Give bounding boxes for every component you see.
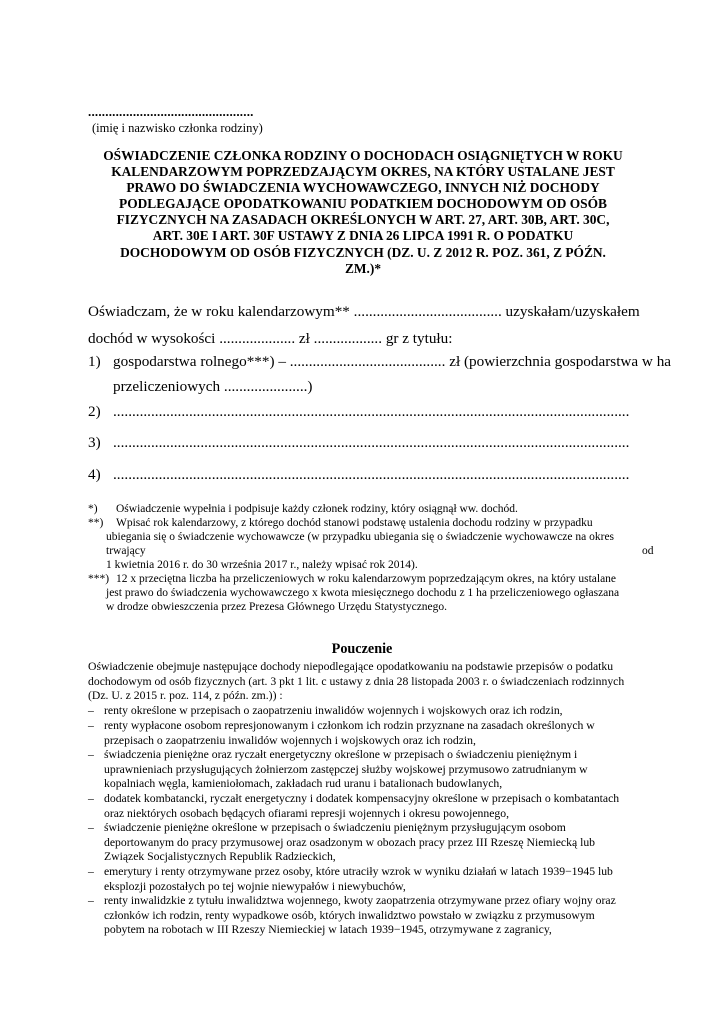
footnote-mark: *) <box>88 503 98 515</box>
title-line: DOCHODOWYM OD OSÓB FIZYCZNYCH (DZ. U. Z 2012 R. POZ. 361, Z PÓŹN. <box>120 244 606 260</box>
item-number: 2) <box>88 403 101 420</box>
text-line: członków ich rodzin, renty wypadkowe osób, których inwalidztwo powstało w związku z przymusowym <box>104 908 595 922</box>
text-line: renty inwalidzkie z tytułu inwalidztwa wojennego, kwoty zaopatrzenia otrzymywane przez ofiary wojny oraz <box>104 894 616 907</box>
pouczenie-intro <box>88 660 656 704</box>
list-item <box>104 792 656 821</box>
section-heading: Pouczenie <box>331 641 393 657</box>
title-line: KALENDARZOWYM POPRZEDZAJĄCYM OKRES, NA KTÓRY USTALANE JEST <box>111 164 615 180</box>
list-item <box>104 821 656 865</box>
text-line: uprawnieniach przysługujących żołnierzom zastępczej służby wojskowej przymusowo zatrudnianym w <box>104 762 588 776</box>
list-item <box>104 894 656 938</box>
text-line: eksplozji pozostałych po tej wojnie niewypałów i niewybuchów, <box>104 879 406 893</box>
item-dotted-line: ........................................................................................................................................ <box>113 403 630 420</box>
footnote-text: jest prawo do świadczenia wychowawczego x kwota miesięcznego dochodu z 1 ha przeliczeniowego ogłaszana <box>106 587 620 599</box>
declaration-line-1: Oświadczam, że w roku kalendarzowym** ....................................... uzyskałam/uzyskałem <box>88 303 640 320</box>
text-line: przepisach o zaopatrzeniu inwalidów wojennych i wojskowych oraz ich rodzin, <box>104 733 476 747</box>
list-item <box>104 865 656 894</box>
text-line: dodatek kombatancki, ryczałt energetyczny i dodatek kompensacyjny określone w przepisach o kombatantach <box>104 792 620 805</box>
text-line: Oświadczenie obejmuje następujące dochody niepodlegające opodatkowaniu na podstawie przepisów o podatku <box>88 660 614 673</box>
item-text: gospodarstwa rolnego***) – ......................................... zł (powierzchnia gospodarstwa w ha <box>113 353 672 370</box>
text-line: deportowanym do pracy przymusowej oraz osadzonym w obozach pracy przez III Rzeszę Niemiecką lub <box>104 835 596 849</box>
item-number: 1) <box>88 353 101 370</box>
list-dash: – <box>88 894 94 907</box>
footnote-text: 1 kwietnia 2016 r. do 30 września 2017 r., należy wpisać rok 2014). <box>106 559 418 571</box>
title-line: PODLEGAJĄCE OPODATKOWANIU PODATKIEM DOCHODOWYM OD OSÓB <box>119 196 607 212</box>
signature-caption: (imię i nazwisko członka rodziny) <box>92 121 263 135</box>
declaration-line-2: dochód w wysokości .................... zł .................. gr z tytułu: <box>88 330 453 347</box>
text-line: świadczenie pieniężne określone w przepisach o świadczeniu pieniężnym przysługującym osobom <box>104 821 566 834</box>
list-dash: – <box>88 748 94 761</box>
text-line: dochodowym od osób fizycznych (art. 3 pkt 1 lit. c ustawy z dnia 28 listopada 2003 r. o świadczeniach rodzinnych <box>88 674 625 688</box>
text-line: oraz niektórych osobach będących ofiarami represji wojennych i okresu powojennego, <box>104 806 510 820</box>
text-line: renty określone w przepisach o zaopatrzeniu inwalidów wojennych i wojskowych oraz ich rodzin, <box>104 704 563 717</box>
title-line: OŚWIADCZENIE CZŁONKA RODZINY O DOCHODACH OSIĄGNIĘTYCH W ROKU <box>103 148 623 163</box>
list-dash: – <box>88 792 94 805</box>
footnote-mark: ***) <box>88 573 110 585</box>
footnote-mark: **) <box>88 517 104 529</box>
list-item <box>104 719 656 748</box>
title-line: FIZYCZNYCH NA ZASADACH OKREŚLONYCH W ART. 27, ART. 30B, ART. 30C, <box>116 212 610 228</box>
title-line: ART. 30E I ART. 30F USTAWY Z DNIA 26 LIPCA 1991 R. O PODATKU <box>152 228 574 244</box>
footnote-text: Oświadczenie wypełnia i podpisuje każdy członek rodziny, który osiągnął ww. dochód. <box>116 503 518 515</box>
document-title <box>80 148 646 277</box>
footnote-text: 12 x przeciętna liczba ha przeliczeniowych w roku kalendarzowym poprzedzającym okres, na który ustalane <box>116 573 617 585</box>
footnote-text: ubiegania się o świadczenie wychowawcze (w przypadku ubiegania się o świadczenie wychowawcze na okres <box>106 531 615 543</box>
item-number: 4) <box>88 466 101 483</box>
title-line: ZM.)* <box>344 260 382 276</box>
item-number: 3) <box>88 434 101 451</box>
list-item <box>104 748 656 792</box>
list-item <box>104 704 656 719</box>
text-line: renty wypłacone osobom represjonowanym i członkom ich rodzin przyznane na zasadach określonych w <box>104 719 595 732</box>
text-line: świadczenia pieniężne oraz ryczałt energetyczny określone w przepisach o świadczeniu pieniężnym i <box>104 748 578 761</box>
footnote-text: w drodze obwieszczenia przez Prezesa Głównego Urzędu Statystycznego. <box>106 601 448 613</box>
footnote-text: Wpisać rok kalendarzowy, z którego dochód stanowi podstawę ustalenia dochodu rodziny w przypadku <box>116 517 593 529</box>
list-dash: – <box>88 719 94 732</box>
text-line: pobytem na robotach w III Rzeszy Niemieckiej w latach 1939−1945, otrzymywane z zagranicy, <box>104 923 552 937</box>
list-dash: – <box>88 821 94 834</box>
footnote-text: trwający <box>106 545 146 557</box>
text-line: Związek Socjalistycznych Republik Radzieckich, <box>104 850 336 864</box>
item-text-continued: przeliczeniowych ......................) <box>113 378 313 395</box>
item-dotted-line: ........................................................................................................................................ <box>113 466 630 483</box>
signature-line: ................................................ <box>88 104 254 119</box>
item-dotted-line: ........................................................................................................................................ <box>113 434 630 451</box>
footnote-text: od <box>642 545 654 557</box>
text-line: (Dz. U. z 2015 r. poz. 114, z późn. zm.)) : <box>88 689 283 703</box>
text-line: emerytury i renty otrzymywane przez osoby, które utraciły wzrok w wyniku działań w latach 1939−1945 lub <box>104 865 613 878</box>
text-line: kopalniach węgla, kamieniołomach, zakładach rud uranu i batalionach budowlanych, <box>104 777 503 791</box>
list-dash: – <box>88 704 94 717</box>
list-dash: – <box>88 865 94 878</box>
title-line: PRAWO DO ŚWIADCZENIA WYCHOWAWCZEGO, INNYCH NIŻ DOCHODY <box>126 180 600 196</box>
